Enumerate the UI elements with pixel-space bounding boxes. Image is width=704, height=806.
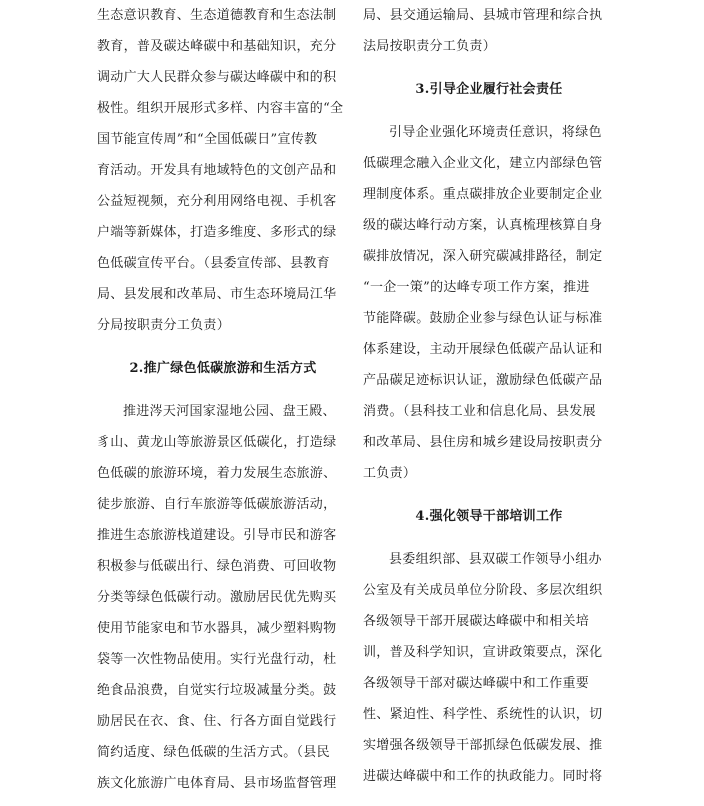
text-line: 性、紧迫性、科学性、系统性的认识，切 [363,707,603,722]
text-line: 色低碳的旅游环境，着力发展生态旅游、 [97,466,337,481]
text-line: 进碳达峰碳中和工作的执政能力。同时将 [363,769,603,784]
text-line: 族文化旅游广电体育局、县市场监督管理 [97,776,337,791]
right-column [363,0,615,792]
left-column [97,0,349,799]
text-line: 推进涔天河国家湿地公园、盘王殿、 [123,404,336,419]
text-line: 豸山、黄龙山等旅游景区低碳化，打造绿 [97,435,337,450]
text-line: 公益短视频，充分利用网络电视、手机客 [97,194,337,209]
text-line: 国节能宣传周”和“全国低碳日”宣传教 [97,132,318,147]
text-line: 色低碳宣传平台。（县委宣传部、县教育 [97,256,330,271]
text-line: 体系建设，主动开展绿色低碳产品认证和 [363,342,603,357]
paragraph-3 [363,117,615,489]
paragraph-1 [97,0,349,341]
text-line: 分类等绿色低碳行动。激励居民优先购买 [97,590,337,605]
text-line: 使用节能家电和节水器具，减少塑料购物 [97,621,337,636]
text-line: 训，普及科学知识，宣讲政策要点，深化 [363,645,603,660]
text-line: 户端等新媒体，打造多维度、多形式的绿 [97,225,337,240]
paragraph-continuation [363,0,615,62]
text-line: 各级领导干部开展碳达峰碳中和相关培 [363,614,590,629]
text-line: 积极参与低碳出行、绿色消费、可回收物 [97,559,337,574]
text-line: 各级领导干部对碳达峰碳中和工作重要 [363,676,590,691]
text-line: 工负责） [363,466,417,481]
text-line: 局、县交通运输局、县城市管理和综合执 [363,8,603,23]
text-line: 理制度体系。重点碳排放企业要制定企业 [363,187,603,202]
text-line: 袋等一次性物品使用。实行光盘行动，杜 [97,652,337,667]
text-line: 分局按职责分工负责） [97,318,231,333]
text-line: 县委组织部、县双碳工作领导小组办 [389,552,602,567]
text-line: 引导企业强化环境责任意识，将绿色 [389,125,602,140]
text-line: 调动广大人民群众参与碳达峰碳中和的积 [97,70,337,85]
text-line: 公室及有关成员单位分阶段、多层次组织 [363,583,603,598]
text-line: 和改革局、县住房和城乡建设局按职责分 [363,435,603,450]
text-line: 碳排放情况，深入研究碳减排路径，制定 [363,249,603,264]
text-line: 励居民在衣、食、住、行各方面自觉践行 [97,714,337,729]
text-line: 局、县发展和改革局、市生态环境局江华 [97,287,337,302]
text-line: 推进生态旅游栈道建设。引导市民和游客 [97,528,337,543]
text-line: 节能降碳。鼓励企业参与绿色认证与标准 [363,311,603,326]
text-line: 徒步旅游、自行车旅游等低碳旅游活动， [97,497,337,512]
text-line: 级的碳达峰行动方案，认真梳理核算自身 [363,218,603,233]
text-line: 教育，普及碳达峰碳中和基础知识，充分 [97,39,337,54]
section-heading-2: 2.推广绿色低碳旅游和生活方式 [129,361,317,376]
text-line: 生态意识教育、生态道德教育和生态法制 [97,8,337,23]
text-line: 产品碳足迹标识认证，激励绿色低碳产品 [363,373,603,388]
text-line: “一企一策”的达峰专项工作方案，推进 [363,280,590,295]
text-line: 实增强各级领导干部抓绿色低碳发展、推 [363,738,603,753]
text-line: 绝食品浪费，自觉实行垃圾减量分类。鼓 [97,683,337,698]
text-line: 法局按职责分工负责） [363,39,497,54]
text-line: 简约适度、绿色低碳的生活方式。（县民 [97,745,330,760]
paragraph-4 [363,544,615,792]
text-line: 育活动。开发具有地域特色的文创产品和 [97,163,337,178]
paragraph-2 [97,396,349,799]
text-line: 低碳理念融入企业文化，建立内部绿色管 [363,156,603,171]
text-line: 消费。（县科技工业和信息化局、县发展 [363,404,596,419]
section-heading-4: 4.强化领导干部培训工作 [415,509,563,524]
section-heading-3: 3.引导企业履行社会责任 [415,82,563,97]
text-line: 极性。组织开展形式多样、内容丰富的“全 [97,101,344,116]
